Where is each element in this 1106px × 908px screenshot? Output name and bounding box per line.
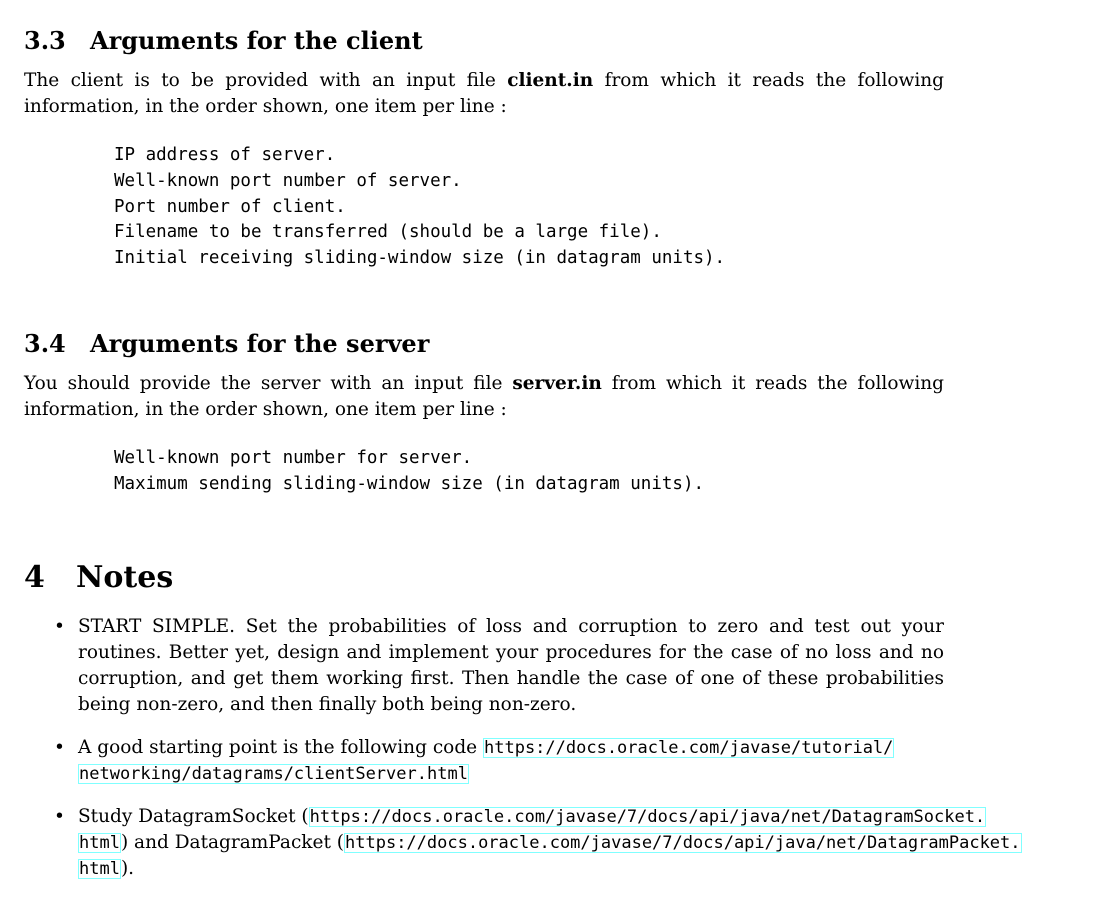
list-item: Maximum sending sliding-window size (in datagram units).	[114, 473, 705, 494]
client-server-tutorial-link-cont[interactable]: networking/datagrams/clientServer.html	[79, 764, 468, 784]
list-item: Port number of client.	[114, 196, 346, 217]
list-item: Well-known port number of server.	[114, 170, 462, 191]
list-item: Initial receiving sliding-window size (in datagram units).	[114, 248, 726, 269]
client-in-filename: client.in	[507, 70, 594, 91]
bullet-icon: •	[54, 737, 65, 758]
list-item: Filename to be transferred (should be a large file).	[114, 222, 662, 243]
datagram-packet-link-cont[interactable]: html	[79, 859, 120, 879]
section-title: Arguments for the server	[90, 329, 430, 358]
section-number: 3.4	[24, 329, 66, 358]
server-in-filename: server.in	[512, 373, 602, 394]
section-3-4-heading	[24, 329, 429, 359]
datagram-socket-link[interactable]: https://docs.oracle.com/javase/7/docs/api/java/net/DatagramSocket.	[309, 807, 986, 827]
section-3-3-intro: The client is to be provided with an input file client.in from which it reads the following information, in the order shown, one item per line :	[24, 70, 945, 117]
datagram-socket-link-cont[interactable]: html	[79, 833, 120, 853]
list-item: • Study DatagramSocket (https://docs.oracle.com/javase/7/docs/api/java/net/DatagramSocket. html) and DatagramPacket (https://docs.oracle.com/javase/7/docs/api/java/net/DatagramPacket. html).	[54, 806, 1021, 879]
list-item: IP address of server.	[114, 145, 336, 165]
list-item: Well-known port number for server.	[114, 448, 473, 468]
section-number: 4	[24, 560, 45, 595]
section-4-heading	[24, 560, 173, 596]
section-title: Arguments for the client	[90, 26, 423, 55]
list-item: • START SIMPLE. Set the probabilities of loss and corruption to zero and test out your routines. Better yet, design and implement your procedures for the case of no loss and no corruption, and get them working first. Then handle the case of one of these probabilities being non-zero, and then finally both being non-zero.	[54, 616, 944, 715]
client-arguments-list	[114, 143, 725, 272]
section-3-3-heading	[24, 26, 423, 56]
section-3-4-intro: You should provide the server with an input file server.in from which it reads the following information, in the order shown, one item per line :	[24, 373, 944, 420]
section-title: Notes	[76, 560, 174, 595]
bullet-icon: •	[54, 806, 65, 827]
notes-list	[50, 614, 1021, 882]
server-arguments-list	[114, 446, 704, 498]
client-server-tutorial-link[interactable]: https://docs.oracle.com/javase/tutorial/	[484, 738, 894, 758]
bullet-icon: •	[54, 616, 65, 637]
list-item: • A good starting point is the following code https://docs.oracle.com/javase/tutorial/ networking/datagrams/clientServer.html	[54, 737, 894, 784]
section-number: 3.3	[24, 26, 66, 55]
datagram-packet-link[interactable]: https://docs.oracle.com/javase/7/docs/api/java/net/DatagramPacket.	[345, 833, 1021, 853]
